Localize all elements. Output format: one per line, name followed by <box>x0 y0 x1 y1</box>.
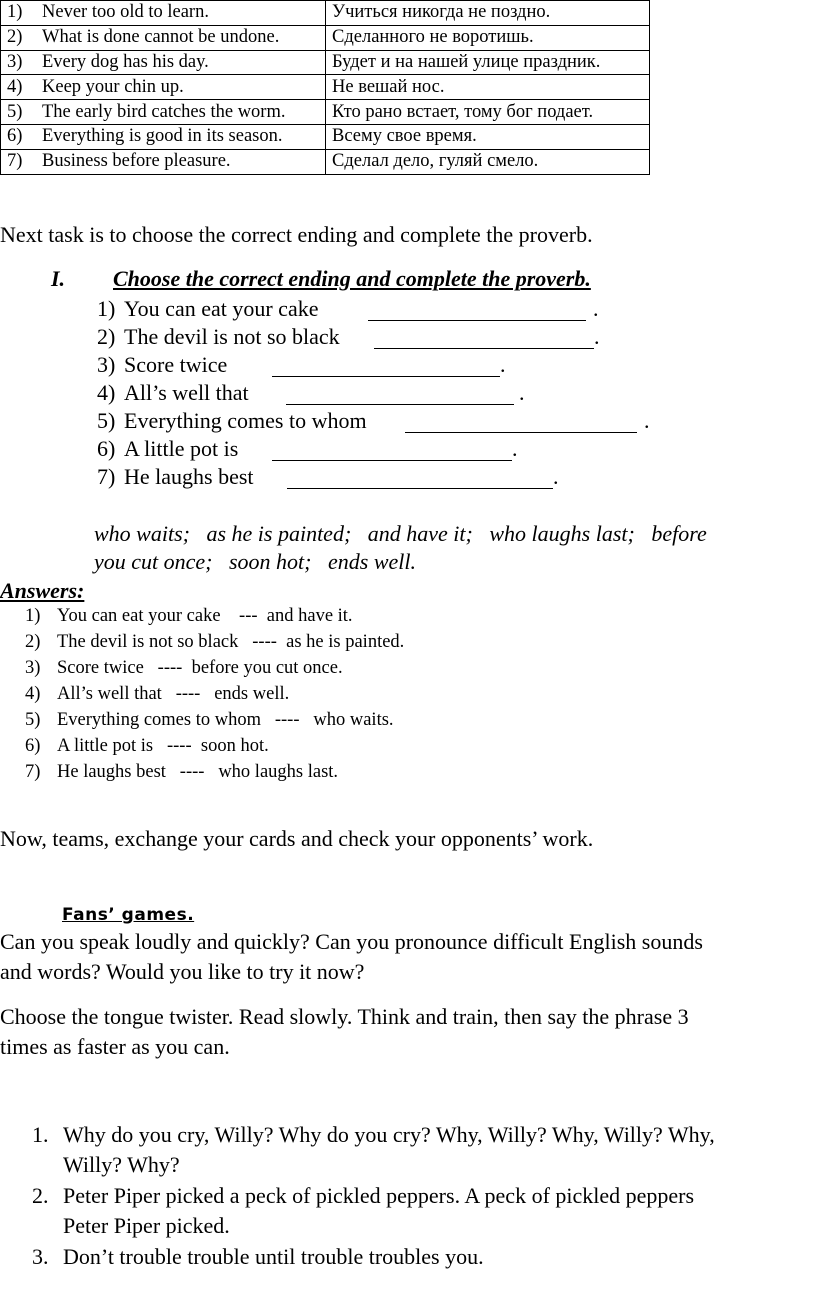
table-cell-russian: Сделанного не воротишь. <box>326 25 650 50</box>
task-item: 3) Score twice <box>97 352 228 377</box>
table-cell-russian: Кто рано встает, тому бог подает. <box>326 100 650 125</box>
task-item: 5) Everything comes to whom <box>97 408 367 433</box>
proverbs-table <box>0 0 650 175</box>
table-row <box>1 149 650 174</box>
answer-item: 7) He laughs best ---- who laughs last. <box>25 762 339 782</box>
task-item: 6) A little pot is <box>97 436 239 461</box>
answer-item: 2) The devil is not so black ---- as he is painted. <box>25 632 405 652</box>
answer-blank[interactable] <box>405 414 637 433</box>
table-cell-english: 7) Business before pleasure. <box>1 149 326 174</box>
table-cell-english: 1) Never too old to learn. <box>1 1 326 26</box>
endings-line: you cut once; soon hot; ends well. <box>94 549 416 574</box>
answer-blank[interactable] <box>287 470 553 489</box>
table-cell-russian: Сделал дело, гуляй смело. <box>326 149 650 174</box>
tongue-twister-item: 1. Why do you cry, Willy? Why do you cry? Why, Willy? Why, Willy? Why, <box>32 1122 715 1147</box>
table-row <box>1 1 650 26</box>
tongue-twister-continuation: Peter Piper picked. <box>63 1213 230 1238</box>
table-cell-english: 6) Everything is good in its season. <box>1 124 326 149</box>
task-item: 7) He laughs best <box>97 464 254 489</box>
tongue-twister-item: 3. Don’t trouble trouble until trouble troubles you. <box>32 1244 484 1269</box>
answer-blank[interactable] <box>374 330 594 349</box>
answer-item: 4) All’s well that ---- ends well. <box>25 684 290 704</box>
answer-item: 5) Everything comes to whom ---- who waits. <box>25 710 394 730</box>
table-row <box>1 50 650 75</box>
task-roman-numeral: I. <box>51 266 66 291</box>
task-item: 2) The devil is not so black <box>97 324 340 349</box>
answer-blank[interactable] <box>272 442 512 461</box>
task-heading <box>51 266 65 292</box>
next-task-text: Next task is to choose the correct ending and complete the proverb. <box>0 222 593 247</box>
answer-item: 1) You can eat your cake --- and have it. <box>25 606 353 626</box>
table-cell-english: 3) Every dog has his day. <box>1 50 326 75</box>
task-item: 4) All’s well that <box>97 380 249 405</box>
table-cell-english: 4) Keep your chin up. <box>1 75 326 100</box>
table-row <box>1 75 650 100</box>
task-item: 1) You can eat your cake <box>97 296 319 321</box>
answer-item: 6) A little pot is ---- soon hot. <box>25 736 269 756</box>
table-row <box>1 124 650 149</box>
tongue-twister-continuation: Willy? Why? <box>63 1152 180 1177</box>
fans-paragraph-line: Choose the tongue twister. Read slowly. Think and train, then say the phrase 3 <box>0 1004 689 1029</box>
fans-paragraph-line: and words? Would you like to try it now? <box>0 959 365 984</box>
fans-games-heading: Fans’ games. <box>62 905 195 925</box>
answer-item: 3) Score twice ---- before you cut once. <box>25 658 343 678</box>
exchange-text: Now, teams, exchange your cards and check your opponents’ work. <box>0 826 594 851</box>
table-cell-english: 5) The early bird catches the worm. <box>1 100 326 125</box>
answer-blank[interactable] <box>272 358 500 377</box>
tongue-twister-item: 2. Peter Piper picked a peck of pickled peppers. A peck of pickled peppers <box>32 1183 695 1208</box>
task-title: Choose the correct ending and complete the proverb. <box>113 266 591 291</box>
table-cell-russian: Будет и на нашей улице праздник. <box>326 50 650 75</box>
answer-blank[interactable] <box>368 302 586 321</box>
answer-blank[interactable] <box>286 386 514 405</box>
endings-line: who waits; as he is painted; and have it; who laughs last; before <box>94 521 707 546</box>
fans-paragraph-line: times as faster as you can. <box>0 1034 230 1059</box>
table-cell-english: 2) What is done cannot be undone. <box>1 25 326 50</box>
table-row <box>1 100 650 125</box>
table-cell-russian: Не вешай нос. <box>326 75 650 100</box>
fans-paragraph-line: Can you speak loudly and quickly? Can you pronounce difficult English sounds <box>0 929 703 954</box>
table-row <box>1 25 650 50</box>
table-cell-russian: Всему свое время. <box>326 124 650 149</box>
answers-heading: Answers: <box>0 578 85 603</box>
table-cell-russian: Учиться никогда не поздно. <box>326 1 650 26</box>
